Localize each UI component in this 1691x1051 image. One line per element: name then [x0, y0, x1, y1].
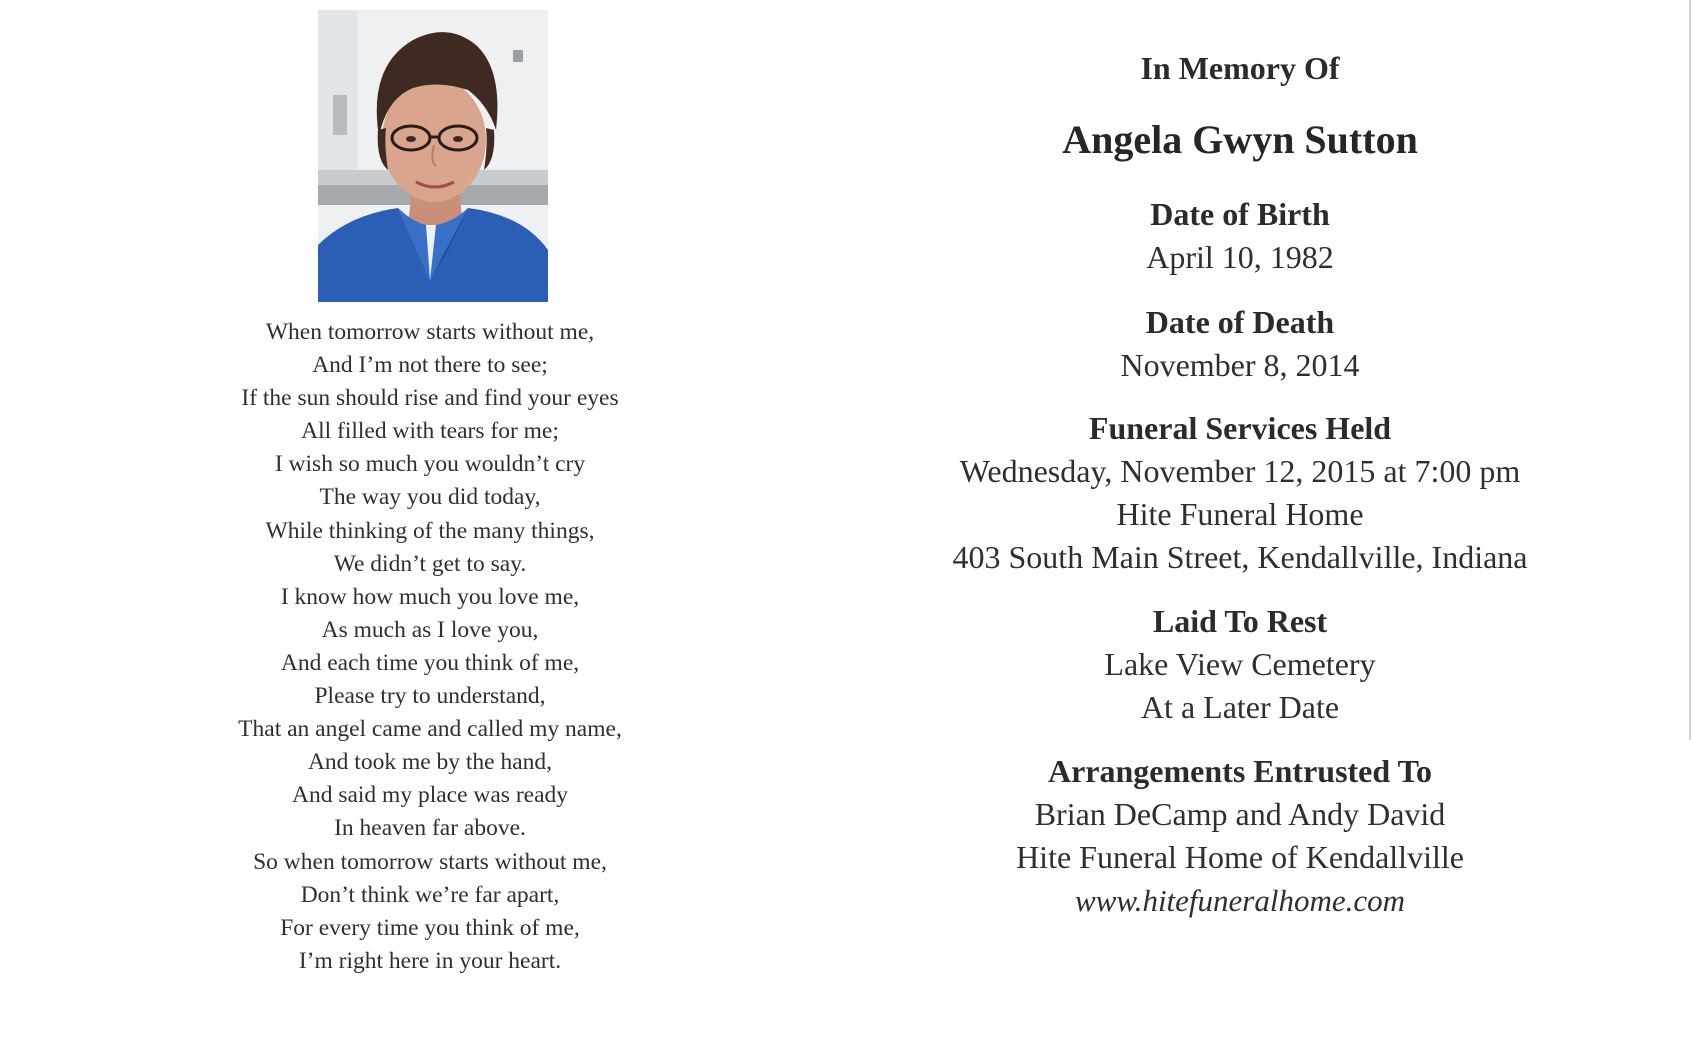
poem-line: I’m right here in your heart. — [298, 947, 562, 974]
poem-line: That an angel came and called my name, — [238, 716, 622, 743]
poem-line: I wish so much you wouldn’t cry — [274, 451, 586, 478]
death-date: November 8, 2014 — [1120, 347, 1360, 383]
deceased-name: Angela Gwyn Sutton — [1062, 117, 1418, 162]
poem-line: And each time you think of me, — [280, 649, 580, 676]
poem-line: The way you did today, — [319, 484, 541, 511]
poem-line: As much as I love you, — [321, 616, 539, 643]
left-panel — [180, 0, 680, 1000]
poem-line: When tomorrow starts without me, — [265, 319, 595, 345]
rest-place: Lake View Cemetery — [1104, 646, 1376, 682]
arrangements-people: Brian DeCamp and Andy David — [1034, 796, 1446, 832]
poem-line: While thinking of the many things, — [265, 517, 595, 544]
poem-line: In heaven far above. — [334, 815, 526, 842]
poem-line: Please try to understand, — [314, 683, 546, 710]
website-link[interactable]: www.hitefuneralhome.com — [1074, 883, 1406, 918]
birth-heading: Date of Birth — [1150, 196, 1330, 232]
poem — [180, 316, 680, 978]
arrangements-heading: Arrangements Entrusted To — [1047, 753, 1432, 789]
portrait-photo — [318, 10, 548, 302]
poem-line: All filled with tears for me; — [301, 418, 559, 445]
rest-heading: Laid To Rest — [1152, 603, 1328, 639]
poem-line: If the sun should rise and find your eyes — [241, 385, 619, 412]
death-heading: Date of Death — [1145, 304, 1335, 340]
birth-date: April 10, 1982 — [1146, 239, 1334, 275]
portrait-illustration — [318, 10, 548, 302]
death-section — [880, 301, 1600, 387]
services-section — [880, 407, 1600, 579]
poem-line: And said my place was ready — [291, 782, 569, 809]
poem-line: I know how much you love me, — [280, 583, 580, 610]
poem-line: So when tomorrow starts without me, — [253, 848, 607, 875]
arrangements-section — [880, 750, 1600, 922]
services-address: 403 South Main Street, Kendallville, Indiana — [952, 539, 1528, 575]
poem-line: Don’t think we’re far apart, — [300, 881, 560, 908]
birth-section — [880, 193, 1600, 279]
poem-line: And I’m not there to see; — [312, 352, 548, 379]
poem-line: We didn’t get to say. — [333, 550, 527, 577]
services-place: Hite Funeral Home — [1116, 496, 1364, 532]
rest-time: At a Later Date — [1140, 689, 1340, 725]
poem-line: And took me by the hand, — [307, 749, 553, 776]
memorial-intro: In Memory Of — [1140, 50, 1340, 86]
arrangements-home: Hite Funeral Home of Kendallville — [1016, 839, 1464, 875]
poem-line: For every time you think of me, — [280, 914, 580, 941]
services-datetime: Wednesday, November 12, 2015 at 7:00 pm — [959, 453, 1521, 489]
rest-section — [880, 600, 1600, 729]
services-heading: Funeral Services Held — [1088, 410, 1392, 446]
